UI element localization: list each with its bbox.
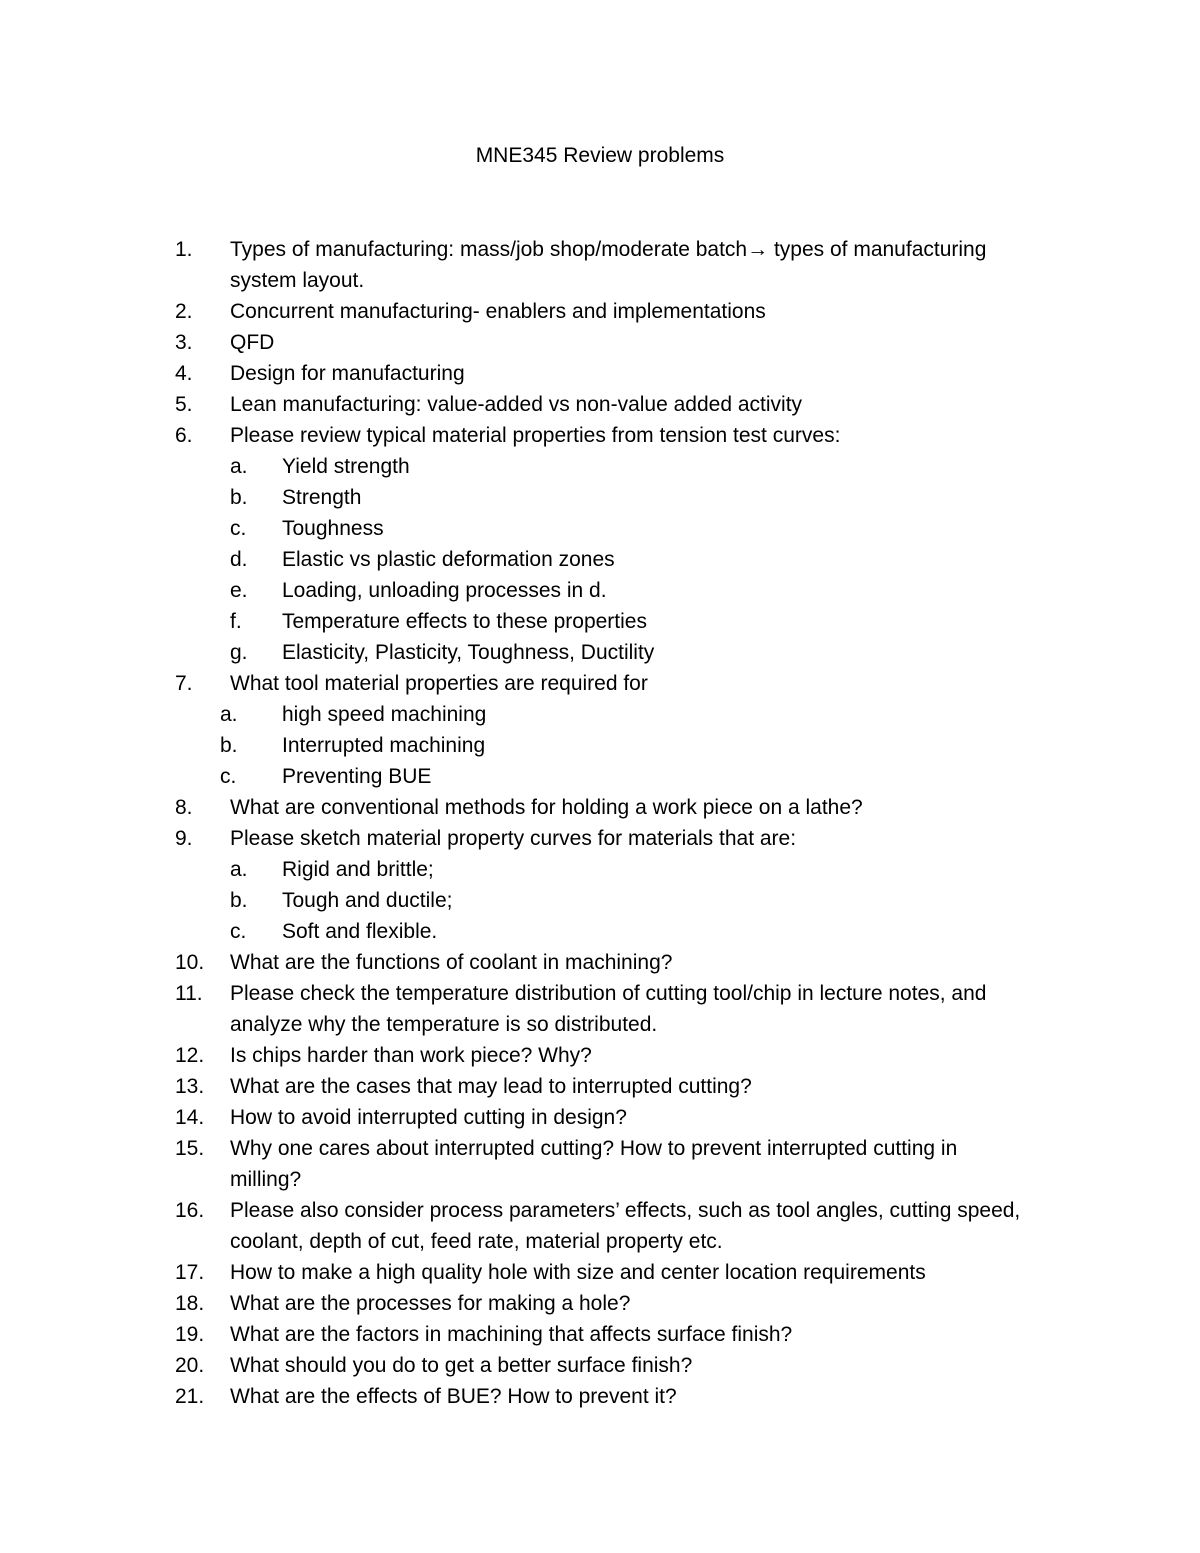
sub-item-7b <box>0 730 1200 761</box>
item-number: 18. <box>175 1292 205 1315</box>
sub-item-text: Yield strength <box>282 455 410 478</box>
list-item-1 <box>0 234 1200 265</box>
item-number: 2. <box>175 300 193 323</box>
item-text: Please check the temperature distribution of cutting tool/chip in lecture notes, and <box>230 982 987 1005</box>
list-item-7 <box>0 668 1200 699</box>
list-item-20 <box>0 1350 1200 1381</box>
item-text: What are the cases that may lead to interrupted cutting? <box>230 1075 752 1098</box>
sub-item-letter: a. <box>220 703 238 726</box>
list-item-21 <box>0 1381 1200 1412</box>
list-item-13 <box>0 1071 1200 1102</box>
item-number: 17. <box>175 1261 205 1284</box>
sub-item-letter: d. <box>230 548 248 571</box>
item-text: Design for manufacturing <box>230 362 465 385</box>
list-item-17 <box>0 1257 1200 1288</box>
sub-item-text: Elasticity, Plasticity, Toughness, Ductility <box>282 641 655 664</box>
item-text: What are the factors in machining that affects surface finish? <box>230 1323 793 1346</box>
sub-item-text: high speed machining <box>282 703 487 726</box>
list-item-2 <box>0 296 1200 327</box>
list-item-15-continuation <box>0 1164 1200 1195</box>
list-item-19 <box>0 1319 1200 1350</box>
sub-item-text: Strength <box>282 486 362 509</box>
item-number: 21. <box>175 1385 205 1408</box>
item-number: 14. <box>175 1106 205 1129</box>
item-text: Is chips harder than work piece? Why? <box>230 1044 592 1067</box>
list-item-16 <box>0 1195 1200 1226</box>
list-item-6 <box>0 420 1200 451</box>
sub-item-text: Interrupted machining <box>282 734 486 757</box>
sub-item-letter: a. <box>230 455 248 478</box>
sub-item-text: Preventing BUE <box>282 765 432 788</box>
list-item-11-continuation <box>0 1009 1200 1040</box>
sub-item-text: Toughness <box>282 517 384 540</box>
item-text: How to make a high quality hole with size and center location requirements <box>230 1261 926 1284</box>
item-text: Please review typical material properties from tension test curves: <box>230 424 841 447</box>
sub-item-letter: e. <box>230 579 248 602</box>
sub-item-letter: a. <box>230 858 248 881</box>
sub-item-9c <box>0 916 1200 947</box>
sub-item-letter: b. <box>220 734 238 757</box>
item-text: coolant, depth of cut, feed rate, material property etc. <box>230 1230 723 1253</box>
list-item-16-continuation <box>0 1226 1200 1257</box>
item-number: 20. <box>175 1354 205 1377</box>
item-text: What are conventional methods for holding a work piece on a lathe? <box>230 796 863 819</box>
item-text: Please sketch material property curves for materials that are: <box>230 827 797 850</box>
sub-item-text: Tough and ductile; <box>282 889 453 912</box>
list-item-9 <box>0 823 1200 854</box>
item-number: 15. <box>175 1137 205 1160</box>
sub-item-6d <box>0 544 1200 575</box>
item-text: What are the functions of coolant in machining? <box>230 951 673 974</box>
item-text: What tool material properties are required for <box>230 672 648 695</box>
item-number: 9. <box>175 827 193 850</box>
item-text: Why one cares about interrupted cutting? How to prevent interrupted cutting in <box>230 1137 958 1160</box>
sub-item-letter: g. <box>230 641 248 664</box>
list-item-11 <box>0 978 1200 1009</box>
sub-item-9b <box>0 885 1200 916</box>
sub-item-letter: b. <box>230 889 248 912</box>
item-text: What are the effects of BUE? How to prevent it? <box>230 1385 677 1408</box>
item-text: system layout. <box>230 269 365 292</box>
sub-item-text: Rigid and brittle; <box>282 858 434 881</box>
sub-item-letter: c. <box>230 517 247 540</box>
item-number: 5. <box>175 393 193 416</box>
item-text: How to avoid interrupted cutting in design? <box>230 1106 627 1129</box>
sub-item-6g <box>0 637 1200 668</box>
item-text: QFD <box>230 331 275 354</box>
page-title: MNE345 Review problems <box>475 144 725 167</box>
item-number: 13. <box>175 1075 205 1098</box>
list-item-14 <box>0 1102 1200 1133</box>
item-text: analyze why the temperature is so distributed. <box>230 1013 658 1036</box>
item-number: 7. <box>175 672 193 695</box>
sub-item-text: Loading, unloading processes in d. <box>282 579 607 602</box>
sub-item-letter: c. <box>230 920 247 943</box>
item-number: 19. <box>175 1323 205 1346</box>
list-item-18 <box>0 1288 1200 1319</box>
list-item-5 <box>0 389 1200 420</box>
item-number: 3. <box>175 331 193 354</box>
item-number: 11. <box>175 982 203 1005</box>
sub-item-6b <box>0 482 1200 513</box>
item-text: Please also consider process parameters’ effects, such as tool angles, cutting speed, <box>230 1199 1021 1222</box>
item-text: Concurrent manufacturing- enablers and implementations <box>230 300 766 323</box>
item-number: 8. <box>175 796 193 819</box>
sub-item-6f <box>0 606 1200 637</box>
item-number: 16. <box>175 1199 205 1222</box>
sub-item-6c <box>0 513 1200 544</box>
item-text: What should you do to get a better surface finish? <box>230 1354 693 1377</box>
item-number: 12. <box>175 1044 205 1067</box>
sub-item-6e <box>0 575 1200 606</box>
list-item-3 <box>0 327 1200 358</box>
sub-item-7c <box>0 761 1200 792</box>
item-number: 10. <box>175 951 205 974</box>
list-item-12 <box>0 1040 1200 1071</box>
sub-item-letter: c. <box>220 765 237 788</box>
sub-item-text: Elastic vs plastic deformation zones <box>282 548 615 571</box>
item-text: Types of manufacturing: mass/job shop/moderate batch→ types of manufacturing <box>230 238 987 261</box>
list-item-10 <box>0 947 1200 978</box>
list-item-4 <box>0 358 1200 389</box>
item-text: milling? <box>230 1168 302 1191</box>
sub-item-letter: f. <box>230 610 242 633</box>
sub-item-7a <box>0 699 1200 730</box>
sub-item-9a <box>0 854 1200 885</box>
sub-item-text: Soft and flexible. <box>282 920 438 943</box>
list-item-8 <box>0 792 1200 823</box>
item-text: What are the processes for making a hole? <box>230 1292 631 1315</box>
sub-item-letter: b. <box>230 486 248 509</box>
item-text: Lean manufacturing: value-added vs non-value added activity <box>230 393 803 416</box>
item-number: 4. <box>175 362 193 385</box>
sub-item-text: Temperature effects to these properties <box>282 610 647 633</box>
list-item-1-continuation <box>0 265 1200 296</box>
list-item-15 <box>0 1133 1200 1164</box>
sub-item-6a <box>0 451 1200 482</box>
review-problem-list <box>0 234 1200 1412</box>
item-number: 1. <box>175 238 193 261</box>
item-number: 6. <box>175 424 193 447</box>
